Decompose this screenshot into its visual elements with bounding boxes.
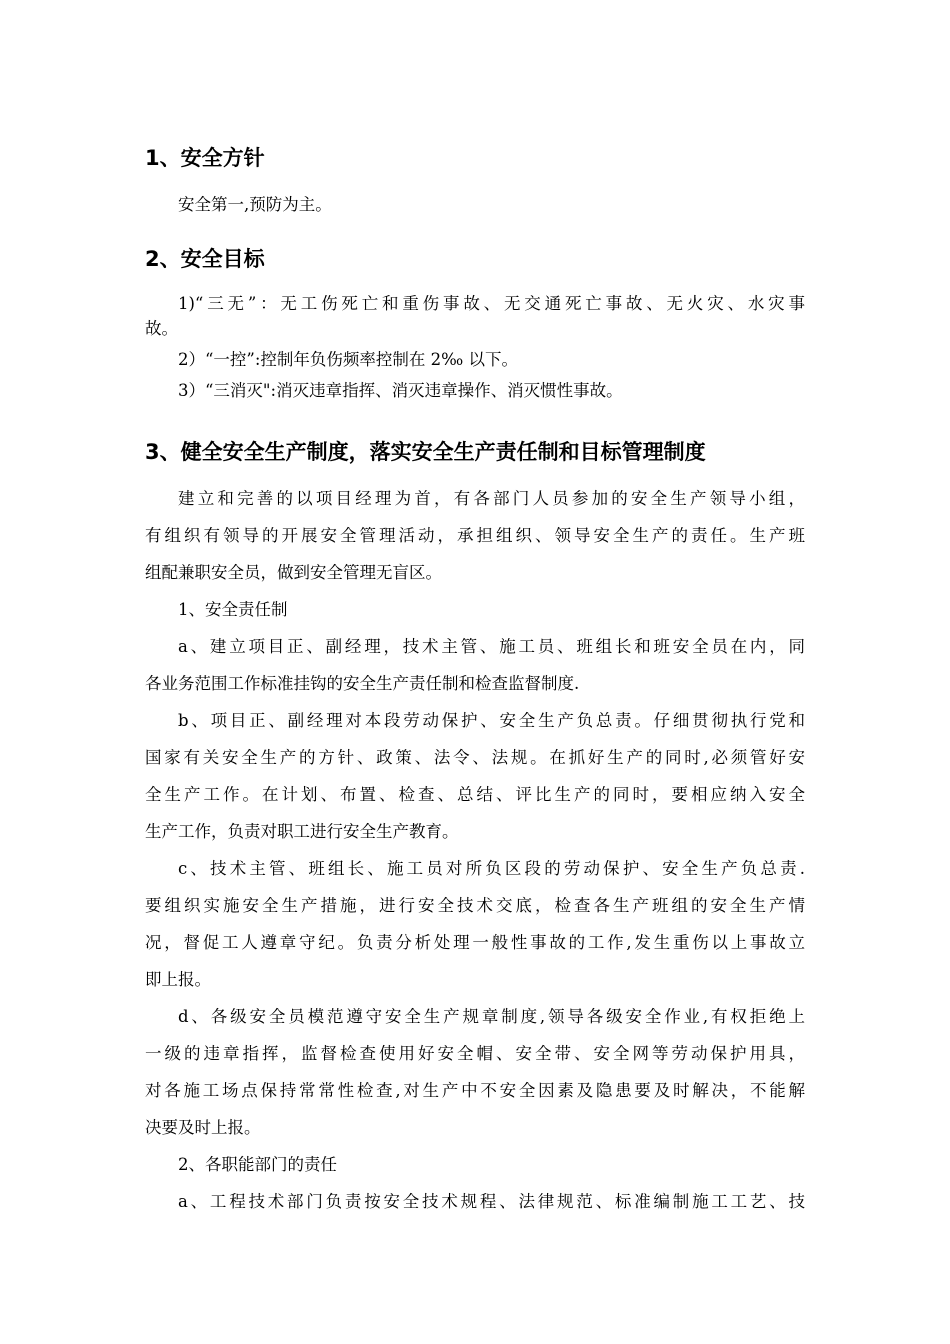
paragraph-line: 建立和完善的以项目经理为首，有各部门人员参加的安全生产领导小组， bbox=[178, 489, 805, 508]
paragraph-line: 对各施工场点保持常常性检查,对生产中不安全因素及隐患要及时解决，不能解 bbox=[145, 1081, 805, 1100]
paragraph-line: 国家有关安全生产的方针、政策、法令、法规。在抓好生产的同时,必须管好安 bbox=[145, 748, 805, 767]
paragraph-line: c、技术主管、班组长、施工员对所负区段的劳动保护、安全生产负总责. bbox=[178, 859, 805, 878]
paragraph-line: b、项目正、副经理对本段劳动保护、安全生产负总责。仔细贯彻执行党和 bbox=[178, 711, 805, 730]
paragraph-line: 3）“三消灭":消灭违章指挥、消灭违章操作、消灭惯性事故。 bbox=[178, 381, 623, 400]
paragraph-line: 况，督促工人遵章守纪。负责分析处理一般性事故的工作,发生重伤以上事故立 bbox=[145, 933, 805, 952]
subsection-title: 2、各职能部门的责任 bbox=[178, 1155, 337, 1174]
paragraph-line: 2）“一控”:控制年负伤频率控制在 2‰ 以下。 bbox=[178, 350, 519, 369]
section-heading-1: 1、安全方针 bbox=[145, 146, 265, 170]
paragraph-line: 即上报。 bbox=[145, 970, 211, 989]
paragraph-line: 组配兼职安全员，做到安全管理无盲区。 bbox=[145, 563, 442, 582]
paragraph-line: 一级的违章指挥，监督检查使用好安全帽、安全带、安全网等劳动保护用具， bbox=[145, 1044, 805, 1063]
paragraph-line: 各业务范围工作标准挂钩的安全生产责任制和检查监督制度. bbox=[145, 674, 580, 693]
section-3-body bbox=[145, 480, 805, 1220]
paragraph-line: 有组织有领导的开展安全管理活动，承担组织、领导安全生产的责任。生产班 bbox=[145, 526, 805, 545]
paragraph-line: 全生产工作。在计划、布置、检查、总结、评比生产的同时，要相应纳入安全 bbox=[145, 785, 805, 804]
section-1-body bbox=[145, 186, 805, 223]
paragraph-line: d、各级安全员模范遵守安全生产规章制度,领导各级安全作业,有权拒绝上 bbox=[178, 1007, 805, 1026]
subsection-title: 1、安全责任制 bbox=[178, 600, 288, 619]
section-heading-3: 3、健全安全生产制度，落实安全生产责任制和目标管理制度 bbox=[145, 440, 706, 464]
section-heading-2: 2、安全目标 bbox=[145, 247, 265, 271]
paragraph-line: a、工程技术部门负责按安全技术规程、法律规范、标准编制施工工艺、技 bbox=[178, 1192, 805, 1211]
paragraph-line: 决要及时上报。 bbox=[145, 1118, 261, 1137]
paragraph-line: 要组织实施安全生产措施，进行安全技术交底，检查各生产班组的安全生产情 bbox=[145, 896, 805, 915]
paragraph-line: 安全第一,预防为主。 bbox=[178, 195, 332, 214]
paragraph-line: a、建立项目正、副经理，技术主管、施工员、班组长和班安全员在内，同 bbox=[178, 637, 805, 656]
paragraph-line: 故。 bbox=[145, 319, 178, 338]
paragraph-line: 生产工作，负责对职工进行安全生产教育。 bbox=[145, 822, 459, 841]
section-2-body bbox=[145, 288, 805, 406]
paragraph-line: 1)“三无”：无工伤死亡和重伤事故、无交通死亡事故、无火灾、水灾事 bbox=[178, 294, 805, 313]
